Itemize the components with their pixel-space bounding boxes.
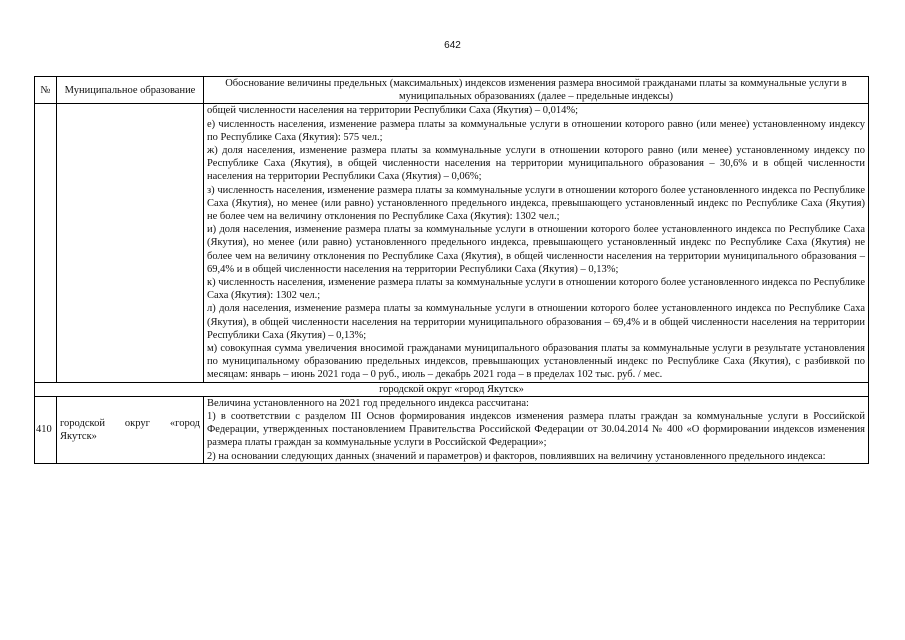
paragraph: общей численности населения на территории Республики Саха (Якутия) – 0,014%; <box>207 105 579 117</box>
row-municipality: городской округ «город Якутск» <box>57 396 204 463</box>
indices-table <box>34 76 869 464</box>
paragraph: 1) в соответствии с разделом III Основ формирования индексов изменения размера платы граждан за коммунальные услуги в Российской Федерации, утвержденных постановлением Правительства Российской Федерации от 30.04.2014 № 400 «О формировании индексов изменения размера платы граждан за коммунальные услуги в Российской Федерации»; <box>207 411 865 449</box>
continuation-municipality-cell <box>57 104 204 382</box>
header-municipality: Муниципальное образование <box>57 77 204 104</box>
continuation-row <box>35 104 869 382</box>
continuation-text-cell <box>204 104 869 382</box>
row-justification <box>204 396 869 463</box>
continuation-number-cell <box>35 104 57 382</box>
table-row <box>35 396 869 463</box>
paragraph: е) численность населения, изменение размера платы за коммунальные услуги в отношении которого равно (или менее) установленному индексу по Республике Саха (Якутия): 575 чел.; <box>207 118 865 143</box>
header-justification: Обоснование величины предельных (максимальных) индексов изменения размера вносимой гражданами платы за коммунальные услуги в муниципальных образованиях (далее – предельные индексы) <box>204 77 869 104</box>
paragraph: ж) доля населения, изменение размера платы за коммунальные услуги в отношении которого равно (или менее) установленному индексу по Республике Саха (Якутия), в общей численности населения на территории муниципального образования – 30,6% и в общей численности населения на территории Республики Саха (Якутия) – 0,06%; <box>207 145 865 183</box>
paragraph: л) доля населения, изменение размера платы за коммунальные услуги в отношении которого более установленного индекса по Республике Саха (Якутия), в общей численности населения на территории муниципального образования – 69,4% и в общей численности населения на территории Республики Саха (Якутия) – 0,13%; <box>207 303 865 341</box>
paragraph: м) совокупная сумма увеличения вносимой гражданами муниципального образования платы за коммунальные услуги в результате установления по муниципальному образованию предельных индексов, превышающих установленный индекс по Республике Саха (Якутия), с разбивкой по месяцам: январь – июнь 2021 года – 0 руб., июль – декабрь 2021 года – в пределах 102 тыс. руб. / мес. <box>207 343 865 381</box>
header-number: № <box>35 77 57 104</box>
page-number: 642 <box>444 40 461 51</box>
section-header-row <box>35 382 869 396</box>
paragraph: з) численность населения, изменение размера платы за коммунальные услуги в отношении которого более установленного индекса по Республике Саха (Якутия), но менее (или равно) установленного предельного индекса, превышающего установленный индекс по Республике Саха (Якутия) не более чем на величину отклонения по Республике Саха (Якутия): 1302 чел.; <box>207 184 865 223</box>
paragraph: и) доля населения, изменение размера платы за коммунальные услуги в отношении которого более установленного индекса по Республике Саха (Якутия), но менее (или равно) установленного предельного индекса, превышающего установленный индекс по Республике Саха (Якутия) не более чем на величину отклонения по Республике Саха (Якутия), в общей численности населения на территории муниципального образования – 69,4% и в общей численности населения на территории Республики Саха (Якутия) – 0,13%; <box>207 224 865 275</box>
row-number: 410 <box>35 396 57 463</box>
table-header-row <box>35 77 869 104</box>
paragraph: 2) на основании следующих данных (значений и параметров) и факторов, повлиявших на величину установленного предельного индекса: <box>207 450 826 462</box>
paragraph: к) численность населения, изменение размера платы за коммунальные услуги в отношении которого более установленного индекса по Республике Саха (Якутия): 1302 чел.; <box>207 277 865 302</box>
paragraph: Величина установленного на 2021 год предельного индекса рассчитана: <box>207 397 529 409</box>
section-title: городской округ «город Якутск» <box>35 382 869 396</box>
